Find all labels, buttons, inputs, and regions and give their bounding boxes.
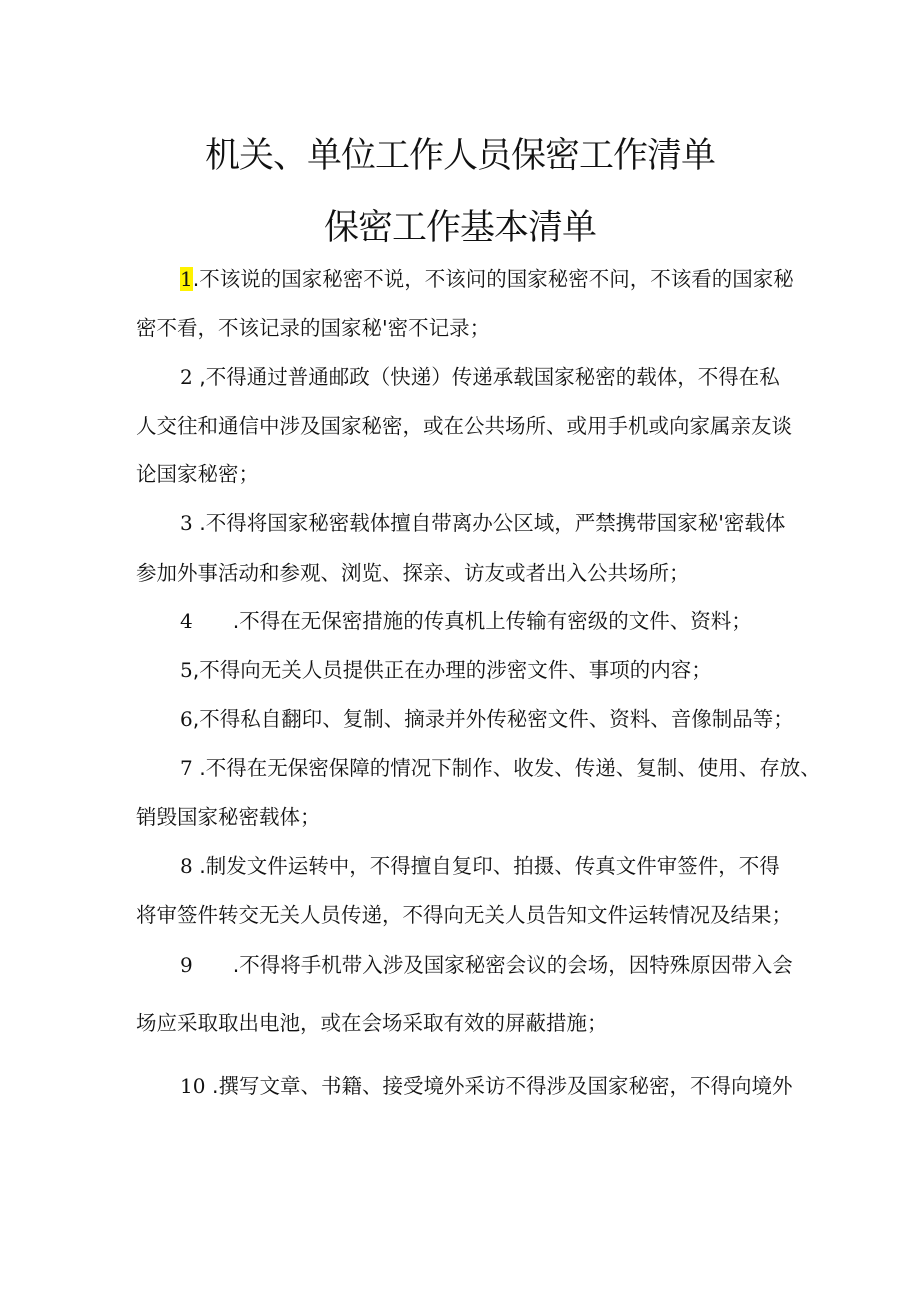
list-item-3-line-2: 参加外事活动和参观、浏览、探亲、访友或者出入公共场所； — [136, 561, 690, 585]
list-item-2-line-2: 人交往和通信中涉及国家秘密，或在公共场所、或用手机或向家属亲友谈 — [136, 414, 792, 438]
item-number: 4 — [180, 609, 193, 633]
list-item-7-line-2: 销毁国家秘密载体； — [136, 805, 321, 829]
list-item-10-line-1: 10 .撰写文章、书籍、接受境外采访不得涉及国家秘密，不得向境外 — [180, 1074, 793, 1098]
list-item-6-line-1: 6,不得私自翻印、复制、摘录并外传秘密文件、资料、音像制品等； — [180, 707, 794, 731]
list-item-3-line-1: 3 .不得将国家秘密载体擅自带离办公区域，严禁携带国家秘'密载体 — [180, 511, 786, 535]
list-item-2-line-3: 论国家秘密； — [136, 462, 259, 486]
item-number: 8 — [180, 854, 193, 878]
list-item-8-line-1: 8 .制发文件运转中，不得擅自复印、拍摄、传真文件审签件，不得 — [180, 854, 780, 878]
list-item-4-line-1: 4 .不得在无保密措施的传真机上传输有密级的文件、资料； — [180, 609, 752, 633]
item-number: 9 — [180, 953, 193, 977]
list-item-8-line-2: 将审签件转交无关人员传递，不得向无关人员告知文件运转情况及结果； — [136, 903, 792, 927]
list-item-5-line-1: 5,不得向无关人员提供正在办理的涉密文件、事项的内容； — [180, 658, 712, 682]
list-item-7-line-1: 7 .不得在无保密保障的情况下制作、收发、传递、复制、使用、存放、 — [180, 756, 821, 780]
list-item-1-line-2: 密不看，不该记录的国家秘'密不记录； — [136, 316, 491, 340]
item-number: 2 — [180, 365, 193, 389]
list-item-9-line-1: 9 .不得将手机带入涉及国家秘密会议的会场，因特殊原因带入会 — [180, 953, 793, 977]
item-number: 7 — [180, 756, 193, 780]
item-number: 10 — [180, 1074, 206, 1098]
item-number-highlighted: 1 — [180, 267, 193, 291]
list-item-1-line-1: 1.不该说的国家秘密不说，不该问的国家秘密不问，不该看的国家秘 — [180, 267, 794, 291]
item-number: 6 — [180, 707, 193, 731]
document-title: 机关、单位工作人员保密工作清单 — [204, 136, 715, 176]
document-subtitle: 保密工作基本清单 — [323, 208, 596, 248]
list-item-2-line-1: 2 ,不得通过普通邮政（快递）传递承载国家秘密的载体，不得在私 — [180, 365, 780, 389]
item-number: 3 — [180, 511, 193, 535]
list-item-9-line-2: 场应采取取出电池，或在会场采取有效的屏蔽措施； — [136, 1011, 608, 1035]
item-number: 5 — [180, 658, 193, 682]
